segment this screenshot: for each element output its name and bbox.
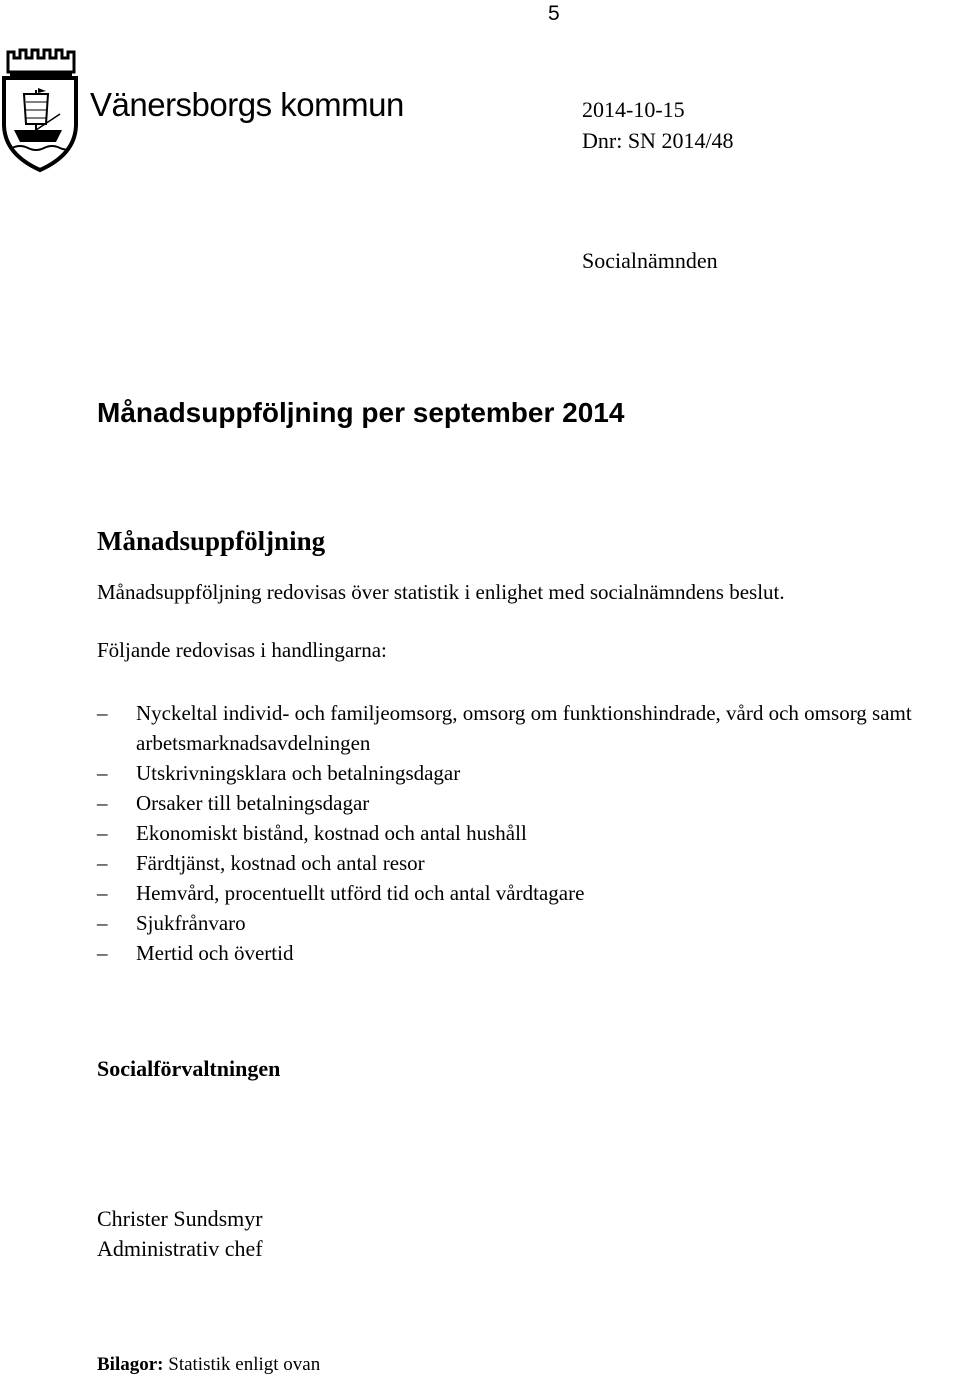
list-item	[97, 938, 957, 968]
list-item	[97, 848, 957, 878]
list-item-text: Mertid och övertid	[136, 941, 294, 965]
recipient: Socialnämnden	[582, 248, 718, 273]
dash-bullet: –	[97, 791, 108, 815]
document-dnr: Dnr: SN 2014/48	[582, 128, 734, 153]
list-item	[97, 698, 957, 758]
attachments-label: Bilagor:	[97, 1354, 164, 1375]
attachments-value: Statistik enligt ovan	[168, 1354, 321, 1375]
list-item-text: Utskrivningsklara och betalningsdagar	[136, 761, 461, 785]
list-item-text: Sjukfrånvaro	[136, 911, 246, 935]
list-item	[97, 908, 957, 938]
signer-name: Christer Sundsmyr	[97, 1206, 263, 1231]
list-item	[97, 788, 957, 818]
document-date: 2014-10-15	[582, 97, 685, 122]
ship-crest-icon	[0, 44, 80, 174]
list-item-text: Hemvård, procentuellt utförd tid och antal vårdtagare	[136, 881, 585, 905]
page-title: Månadsuppföljning per september 2014	[97, 397, 625, 428]
dash-bullet: –	[97, 701, 108, 725]
dash-bullet: –	[97, 941, 108, 965]
dash-bullet: –	[97, 821, 108, 845]
list-item-text: Orsaker till betalningsdagar	[136, 791, 370, 815]
list-item-text: Nyckeltal individ- och familjeomsorg, omsorg om funktionshindrade, vård och omsorg samt arbetsmarknadsavdelningen	[136, 701, 912, 755]
dash-bullet: –	[97, 761, 108, 785]
list-item	[97, 878, 957, 908]
dash-bullet: –	[97, 851, 108, 875]
section-heading: Månadsuppföljning	[97, 526, 326, 556]
list-item-text: Färdtjänst, kostnad och antal resor	[136, 851, 425, 875]
list-item	[97, 818, 957, 848]
list-item	[97, 758, 957, 788]
list-item-text: Ekonomiskt bistånd, kostnad och antal hushåll	[136, 821, 527, 845]
dash-bullet: –	[97, 881, 108, 905]
org-name: Vänersborgs kommun	[90, 86, 404, 123]
signer-role: Administrativ chef	[97, 1236, 263, 1261]
department: Socialförvaltningen	[97, 1056, 281, 1081]
intro-text: Månadsuppföljning redovisas över statistik i enlighet med socialnämndens beslut.	[97, 580, 785, 604]
list-intro: Följande redovisas i handlingarna:	[97, 638, 387, 662]
dash-bullet: –	[97, 911, 108, 935]
attachments	[97, 1354, 320, 1376]
page-number: 5	[548, 2, 560, 25]
item-list	[97, 698, 957, 968]
